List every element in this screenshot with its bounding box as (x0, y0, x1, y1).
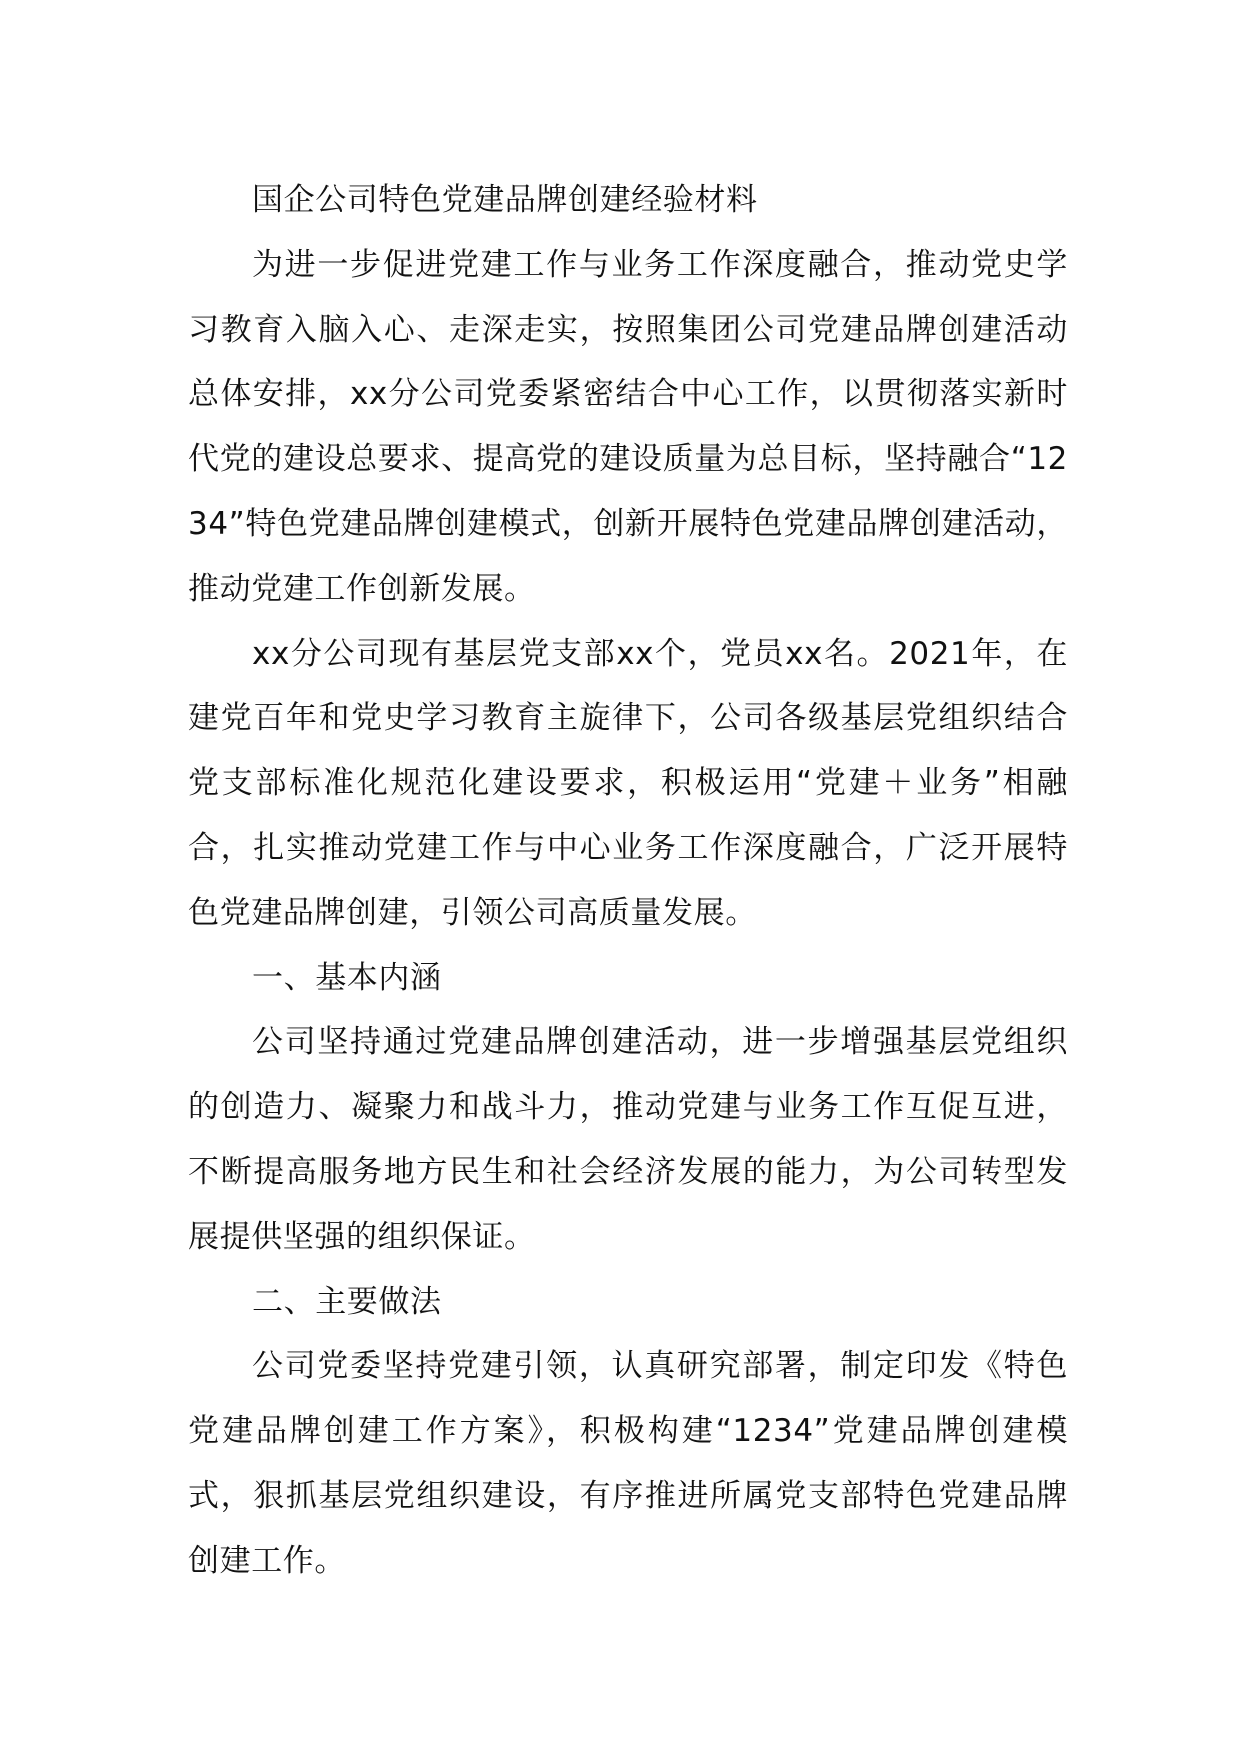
paragraph-basic-connotation: 公司坚持通过党建品牌创建活动，进一步增强基层党组织的创造力、凝聚力和战斗力，推动党建与业务工作互促互进，不断提高服务地方民生和社会经济发展的能力，为公司转型发展提供坚强的组织保证。 (188, 1024, 1068, 1255)
section-heading-basic-connotation: 一、基本内涵 (252, 959, 442, 996)
paragraph-overview: xx分公司现有基层党支部xx个，党员xx名。2021年，在建党百年和党史学习教育主旋律下，公司各级基层党组织结合党支部标准化规范化建设要求，积极运用“党建＋业务”相融合，扎实推动党建工作与中心业务工作深度融合，广泛开展特色党建品牌创建，引领公司高质量发展。 (188, 635, 1068, 931)
document-body (188, 168, 1068, 1594)
paragraph-intro: 为进一步促进党建工作与业务工作深度融合，推动党史学习教育入脑入心、走深走实，按照集团公司党建品牌创建活动总体安排，xx分公司党委紧密结合中心工作，以贯彻落实新时代党的建设总要求、提高党的建设质量为总目标，坚持融合“1234”特色党建品牌创建模式，创新开展特色党建品牌创建活动，推动党建工作创新发展。 (188, 246, 1068, 607)
document-title: 国企公司特色党建品牌创建经验材料 (252, 182, 758, 218)
paragraph-main-practices: 公司党委坚持党建引领，认真研究部署，制定印发《特色党建品牌创建工作方案》，积极构建“1234”党建品牌创建模式，狠抓基层党组织建设，有序推进所属党支部特色党建品牌创建工作。 (188, 1348, 1068, 1579)
section-heading-main-practices: 二、主要做法 (252, 1283, 442, 1320)
